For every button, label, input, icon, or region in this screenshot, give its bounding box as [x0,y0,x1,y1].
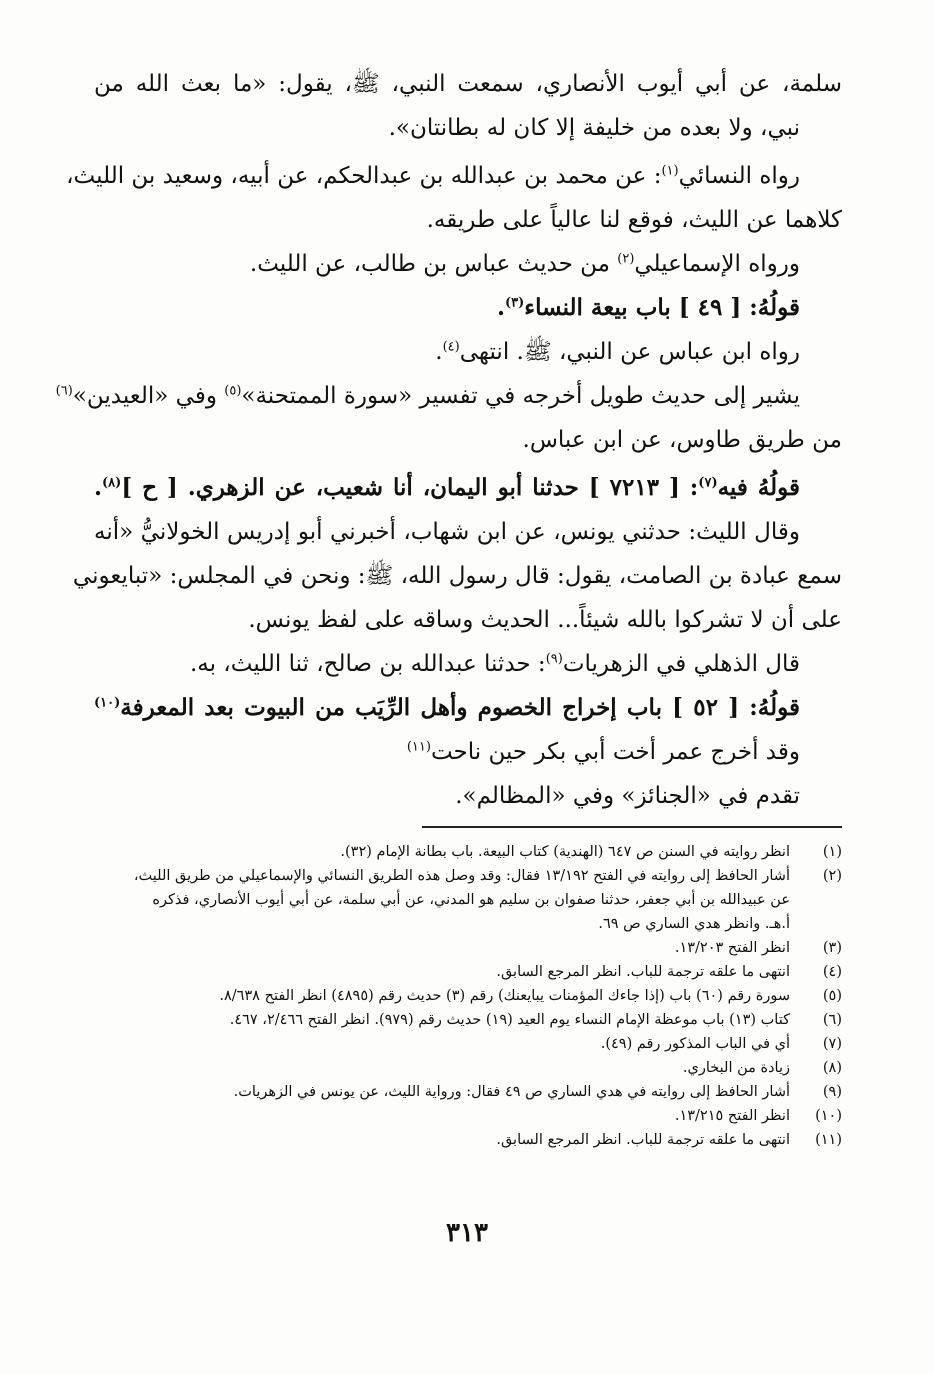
footnote-ref-6: (٦) [55,383,73,399]
footnote-ref-3: (٣) [504,295,525,311]
footnote-7: (٧) أي في الباب المذكور رقم (٤٩). [600,1036,842,1052]
text-line-14: قال الذهلي في الزهريات$^{(٩)}$: حدثنا عبدالله بن صالح، ثنا الليث، به. [189,651,800,677]
footnote-separator [422,826,842,828]
footnote-10: (١٠) انظر الفتح ١٣/٢١٥. [674,1108,842,1124]
footnote-ref-10: (١٠) [94,695,121,711]
text-line-16: وقد أخرج عمر أخت أبي بكر حين ناحت$^{(١١)}$ [406,739,800,765]
footnote-2-cont-1: عن عبيدالله بن أبي جعفر، حدثنا صفوان بن سليم هو المدني، عن أبي سلمة، عن أبي أيوب الأنصاري، فذكره [152,892,790,908]
footnote-ref-4: (٤) [442,339,460,355]
text-line-11: وقال الليث: حدثني يونس، عن ابن شهاب، أخبرني أبو إدريس الخولانيُّ «أنه [94,519,800,545]
page-number: ٣١٣ [446,1218,488,1248]
footnote-ref-1: (١) [661,163,679,179]
footnote-5: (٥) سورة رقم (٦٠) باب (إذا جاءك المؤمنات يبايعنك) رقم (٣) حديث رقم (٤٨٩٥) انظر الفتح ٨/٦٣٨. [219,988,842,1004]
text-line-3: رواه النسائي$^{(١)}$: عن محمد بن عبدالله بن عبدالحكم، عن أبيه، وسعيد بن الليث، [66,163,800,189]
footnote-1: (١) انظر روايته في السنن ص ٦٤٧ (الهندية) كتاب البيعة. باب بطانة الإمام (٣٢). [340,844,842,860]
text-line-10: قولُهُ فيه$^{(٧)}$: [ ٧٢١٣ ] حدثنا أبو اليمان، أنا شعيب، عن الزهري. [ ح ]$^{(٨)}$. [94,474,801,501]
footnote-9: (٩) أشار الحافظ إلى روايته في هدي الساري ص ٤٩ فقال: ورواية الليث، عن يونس في الزهريات. [233,1084,842,1100]
text-line-8: يشير إلى حديث طويل أخرجه في تفسير «سورة الممتحنة»$^{(٥)}$ وفي «العيدين»$^{(٦)}$ [55,383,800,409]
footnote-ref-9: (٩) [545,651,563,667]
footnote-ref-11: (١١) [406,739,431,755]
text-line-12: سمع عبادة بن الصامت، يقول: قال رسول الله، ﷺ: ونحن في المجلس: «تبايعوني [72,563,842,589]
footnote-2-cont-2: أ.هـ. وانظر هدي الساري ص ٦٩. [598,916,790,932]
footnote-11: (١١) انتهى ما علقه ترجمة للباب. انظر المرجع السابق. [496,1132,842,1148]
footnote-6: (٦) كتاب (١٣) باب موعظة الإمام النساء يوم العيد (١٩) حديث رقم (٩٧٩). انظر الفتح ٢/٤٦٦، ٤٦٧. [229,1012,842,1028]
text-line-4: كلاهما عن الليث، فوقع لنا عالياً على طريقه. [426,207,842,233]
footnote-ref-2: (٢) [617,251,635,267]
text-line-13: على أن لا تشركوا بالله شيئاً... الحديث وساقه على لفظ يونس. [248,607,842,633]
text-line-5: ورواه الإسماعيلي$^{(٢)}$ من حديث عباس بن طالب، عن الليث. [249,251,800,277]
text-line-7: رواه ابن عباس عن النبي، ﷺ. انتهى$^{(٤)}$. [435,339,800,365]
footnote-2: (٢) أشار الحافظ إلى روايته في الفتح ١٣/١٩٢ فقال: وقد وصل هذه الطريق النسائي والإسماعيلي من طريق الليث، [133,868,842,884]
footnote-3: (٣) انظر الفتح ١٣/٢٠٣. [674,940,842,956]
footnote-8: (٨) زيادة من البخاري. [682,1060,842,1076]
text-line-2: نبي، ولا بعده من خليفة إلا كان له بطانتان». [388,115,800,141]
footnote-ref-8: (٨) [102,475,122,491]
text-line-17: تقدم في «الجنائز» وفي «المظالم». [455,783,800,809]
chapter-heading-52: قولُهُ: [ ٥٢ ] باب إخراج الخصوم وأهل الرِّيَب من البيوت بعد المعرفة$^{(١٠)}$ [94,694,800,721]
chapter-heading-49: قولُهُ: [ ٤٩ ] باب بيعة النساء$^{(٣)}$. [496,294,800,321]
main-text [55,62,842,818]
text-line-9: من طريق طاوس، عن ابن عباس. [522,427,842,453]
footnote-4: (٤) انتهى ما علقه ترجمة للباب. انظر المرجع السابق. [496,964,842,980]
footnotes [94,840,842,1152]
footnote-ref-7: (٧) [698,475,718,491]
footnote-ref-5: (٥) [224,383,242,399]
text-line-1: سلمة، عن أبي أيوب الأنصاري، سمعت النبي، ﷺ، يقول: «ما بعث الله من [94,71,842,97]
